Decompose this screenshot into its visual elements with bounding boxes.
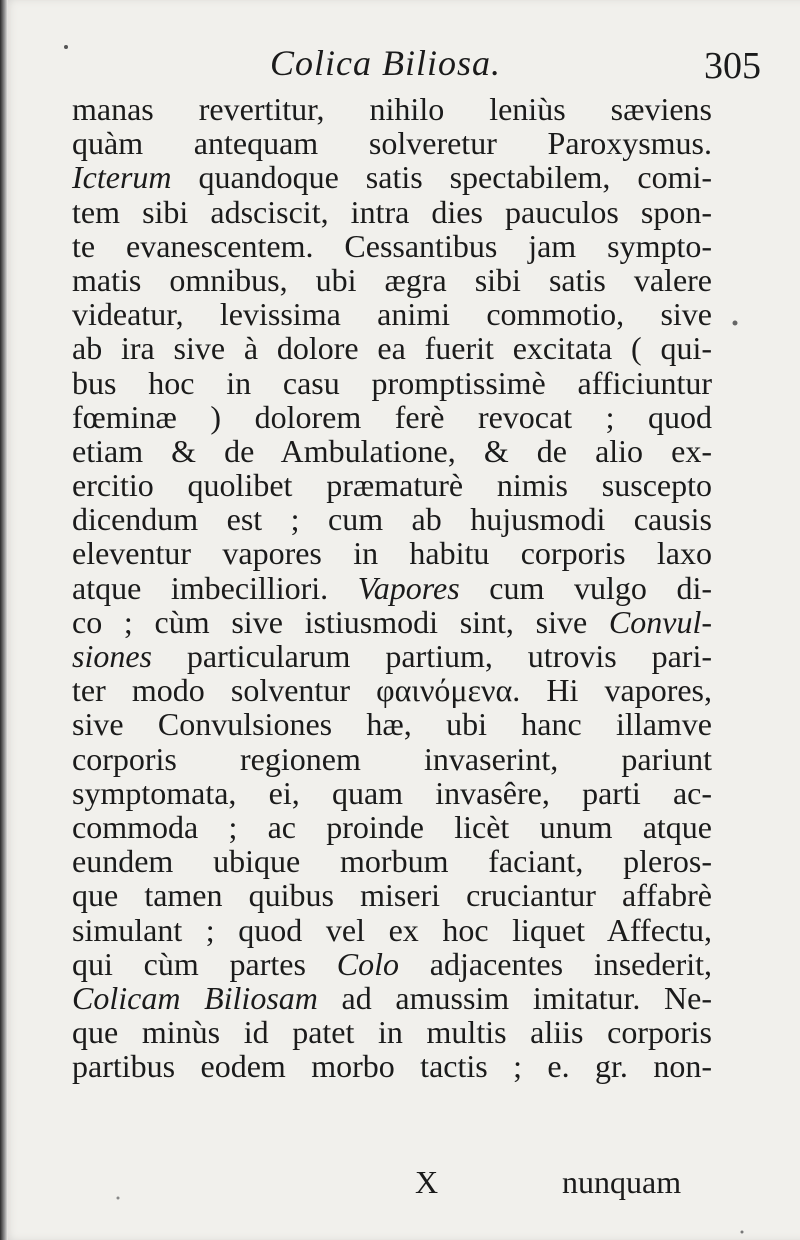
catchword: nunquam: [562, 1164, 682, 1200]
italic-run: Vapores: [357, 569, 460, 606]
text-run: dicendum est ; cum ab hujusmodi causis: [72, 501, 712, 538]
text-line: [72, 639, 712, 673]
text-line: [72, 536, 712, 570]
text-line: [72, 92, 712, 126]
text-line: [72, 468, 712, 502]
text-line: [72, 742, 712, 776]
text-run: tem sibi adsciscit, intra dies pauculos spon-: [72, 193, 712, 230]
binding-gutter: [0, 0, 8, 1240]
italic-run: Colicam Biliosam: [72, 979, 318, 1016]
signature-mark: X: [415, 1164, 439, 1200]
text-run: simulant ; quod vel ex hoc liquet Affectu,: [72, 911, 712, 948]
italic-run: Icterum: [72, 159, 172, 196]
text-line: [72, 844, 712, 878]
text-run: qui cùm partes: [72, 945, 337, 982]
page-number: 305: [704, 45, 761, 87]
text-run: bus hoc in casu promptissimè afficiuntur: [72, 364, 712, 401]
text-run: commoda ; ac proinde licèt unum atque: [72, 808, 712, 845]
text-line: [72, 913, 712, 947]
text-run: ab ira sive à dolore ea fuerit excitata ( qui-: [72, 330, 712, 367]
text-run: corporis regionem invaserint, pariunt: [72, 740, 712, 777]
italic-run: Colo: [336, 945, 399, 982]
text-run: eundem ubique morbum faciant, pleros-: [72, 843, 712, 880]
italic-run: siones: [72, 638, 152, 674]
text-run: te evanescentem. Cessantibus jam sympto-: [72, 227, 712, 264]
text-line: [72, 366, 712, 400]
text-line: [72, 571, 712, 605]
italic-run: Convul-: [608, 603, 712, 640]
text-line: [72, 810, 712, 844]
text-run: matis omnibus, ubi ægra sibi satis valere: [72, 261, 712, 298]
text-run: quàm antequam solveretur Paroxysmus.: [72, 125, 712, 162]
text-line: [72, 673, 712, 707]
text-line: [72, 263, 712, 297]
text-run: ter modo solventur φαινόμενα. Hi vapores,: [72, 672, 712, 709]
text-run: partibus eodem morbo tactis ; e. gr. non-: [72, 1048, 712, 1085]
text-line: [72, 1049, 712, 1083]
text-run: eleventur vapores in habitu corporis laxo: [72, 535, 712, 572]
text-run: manas revertitur, nihilo leniùs sæviens: [72, 91, 712, 127]
text-run: ad amussim imitatur. Ne-: [317, 979, 712, 1016]
text-run: quandoque satis spectabilem, comi-: [171, 159, 712, 196]
page-footer: [0, 1164, 800, 1204]
text-line: [72, 776, 712, 810]
text-run: cum vulgo di-: [459, 569, 713, 606]
text-line: [72, 195, 712, 229]
text-run: particularum partium, utrovis pari-: [152, 638, 712, 674]
text-run: que minùs id patet in multis aliis corporis: [72, 1014, 712, 1051]
text-run: ercitio quolibet præmaturè nimis suscepto: [72, 467, 712, 504]
text-line: [72, 1015, 712, 1049]
text-line: [72, 434, 712, 468]
text-line: [72, 400, 712, 434]
text-run: symptomata, ei, quam invasêre, parti ac-: [72, 774, 712, 811]
text-run: sive Convulsiones hæ, ubi hanc illamve: [72, 706, 712, 743]
text-line: [72, 981, 712, 1015]
text-line: [72, 160, 712, 194]
text-run: etiam & de Ambulatione, & de alio ex-: [72, 432, 712, 469]
body-text: [72, 92, 712, 1083]
text-line: [72, 331, 712, 365]
text-run: co ; cùm sive istiusmodi sint, sive: [72, 603, 609, 640]
text-line: [72, 947, 712, 981]
text-line: [72, 502, 712, 536]
text-run: atque imbecilliori.: [72, 569, 358, 606]
text-line: [72, 605, 712, 639]
running-head: [0, 40, 800, 90]
text-run: fœminæ ) dolorem ferè revocat ; quod: [72, 398, 712, 435]
running-title: Colica Biliosa.: [270, 43, 501, 83]
text-run: adjacentes insederit,: [399, 945, 713, 982]
text-run: que tamen quibus miseri cruciantur affabrè: [72, 877, 712, 914]
text-line: [72, 707, 712, 741]
text-line: [72, 878, 712, 912]
text-line: [72, 229, 712, 263]
text-line: [72, 126, 712, 160]
text-line: [72, 297, 712, 331]
text-run: videatur, levissima animi commotio, sive: [72, 296, 712, 333]
